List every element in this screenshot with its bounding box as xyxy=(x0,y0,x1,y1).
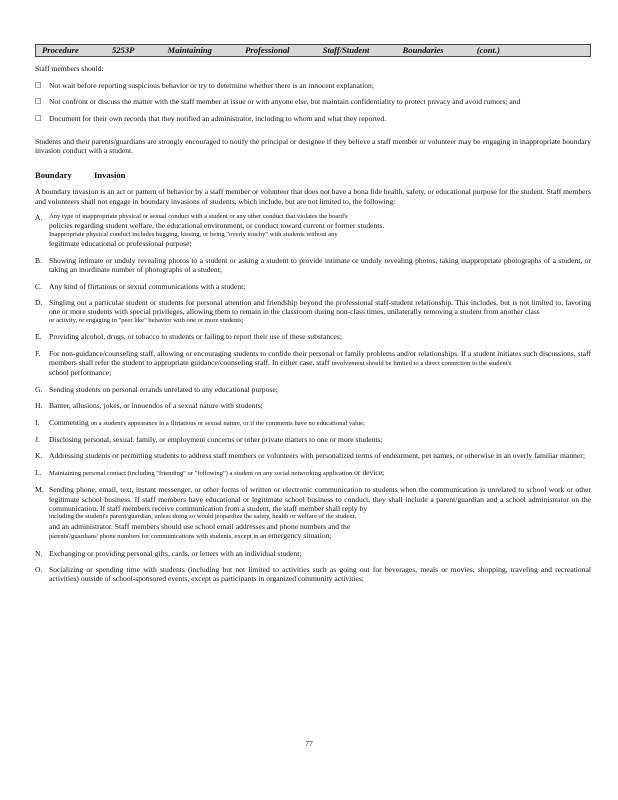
intro-text: Staff members should: xyxy=(35,64,104,74)
list-letter: D. xyxy=(35,297,43,307)
list-text: Banter, allusions, jokes, or innuendos of a sexual nature with students; xyxy=(49,401,263,411)
list-letter: M. xyxy=(35,485,44,495)
list-text: legitimate educational or professional purpose; xyxy=(49,239,192,249)
list-text: Inappropriate physical conduct includes hugging, kissing, or being "overly touchy" with students without any xyxy=(49,230,338,238)
list-text: school performance; xyxy=(49,368,112,378)
list-item xyxy=(35,485,591,541)
boundary-paragraph: A boundary invasion is an act or pattern of behavior by a staff member or volunteer that does not have a bona fide health, safety, or educational purpose for the student. Staff members and volunteers shall not engage in boundary invasions of students, which include, but are not limited to, the following: xyxy=(35,187,591,206)
list-letter: F. xyxy=(35,348,41,358)
list-text: Sending students on personal errands unrelated to any educational purpose; xyxy=(49,384,278,394)
bullet-item xyxy=(35,114,591,123)
header-procedure: Procedure xyxy=(42,45,79,55)
list-text: Exchanging or providing personal gifts, cards, or letters with an individual student; xyxy=(49,548,302,558)
list-letter: J. xyxy=(35,434,40,444)
section-heading-word: Invasion xyxy=(93,169,126,180)
list-text: Disclosing personal, sexual, family, or employment concerns or other private matters to one or more students; xyxy=(49,434,383,444)
list-text: Maintaining personal contact (including "friending" or "following") a student on any social networking application xyxy=(49,469,353,477)
list-letter: C. xyxy=(35,281,42,291)
list-item xyxy=(35,418,591,428)
list-text: Addressing students or permitting students to address staff members or volunteers with personalized terms of endearment, pet names, or otherwise in an overly familiar manner; xyxy=(49,451,585,461)
header-word-staff-student: Staff/Student xyxy=(322,45,370,55)
list-item xyxy=(35,213,591,249)
list-letter: I. xyxy=(35,417,40,427)
list-text: Any kind of flirtatious or sexual communications with a student; xyxy=(49,281,246,291)
list-item xyxy=(35,282,591,291)
document-page xyxy=(35,44,591,584)
procedure-header xyxy=(35,44,591,57)
bullet-box-icon: □ xyxy=(35,97,42,106)
list-text: on a student's appearance in a flirtatious or sexual nature, or if the comments have no educational value; xyxy=(90,419,365,427)
list-text: Sending phone, email, text, instant messenger, or other forms of written or electronic communication to students when the communication is unrelated to school work or other legitimate school business. If staff members have educational or legitimate school business to conduct, they shall include a parent/guardian and a school administrator on the communication. If staff members receive communication from a student, the staff member shall reply by xyxy=(49,485,591,513)
list-text: parents'/guardians' phone numbers for communications with students, except in an xyxy=(49,533,267,541)
list-item xyxy=(35,385,591,394)
list-letter: B. xyxy=(35,255,42,265)
list-text: Socializing or spending time with students (including but not limited to activities such as going out for beverages, meals or movies, shopping, traveling and recreational activities) outside of school-sponsored events, except as participants in organized community activities; xyxy=(49,565,591,584)
header-word-boundaries: Boundaries xyxy=(402,45,444,55)
header-word-professional: Professional xyxy=(245,45,290,55)
header-cont: (cont.) xyxy=(476,45,500,55)
list-letter: E. xyxy=(35,332,42,342)
list-item xyxy=(35,349,591,378)
list-letter: H. xyxy=(35,401,43,411)
list-text: emergency situation; xyxy=(268,531,332,541)
bullet-text: Not confront or discuss the matter with the staff member at issue or with anyone else, but maintain confidentiality to protect privacy and avoid rumors; and xyxy=(49,97,521,107)
list-item xyxy=(35,401,591,410)
list-text: Any type of inappropriate physical or sexual conduct with a student or any other conduct that violates the board's xyxy=(49,213,348,221)
list-item xyxy=(35,451,591,460)
list-letter: N. xyxy=(35,548,43,558)
list-text: For non-guidance/counseling staff, allowing or encouraging students to confide their personal or family problems and/or relationships. If a student initiates such discussions, staff members shall refer the student to appropriate guidance/counseling staff. In either case, staff xyxy=(49,348,591,367)
header-number: 5253P xyxy=(111,45,135,55)
list-text: and an administrator. Staff members should use school email addresses and phone numbers and the xyxy=(49,521,351,531)
bullet-box-icon: □ xyxy=(35,80,42,89)
list-text: Showing intimate or unduly revealing photos to a student or asking a student to provide intimate or unduly revealing photos, taking inappropriate photographs of a student, or taking an inordinate number of photographs of a student; xyxy=(49,255,591,275)
list-letter: G. xyxy=(35,384,43,394)
list-item xyxy=(35,549,591,558)
list-text: involvement should be limited to a direct connection to the student's xyxy=(331,359,512,367)
list-letter: O. xyxy=(35,565,43,575)
bullet-item xyxy=(35,97,591,106)
bullet-item xyxy=(35,81,591,90)
list-text: including the student's parent/guardian, unless doing so would jeopardize the safety, health or welfare of the student, xyxy=(49,513,357,521)
list-item xyxy=(35,332,591,341)
list-text: Commenting xyxy=(49,417,89,427)
list-item xyxy=(35,565,591,584)
header-word-maintaining: Maintaining xyxy=(167,45,212,55)
students-paragraph: Students and their parents/guardians are strongly encouraged to notify the principal or designee if they believe a staff member or volunteer may be engaging in inappropriate boundary invasion conduct with a student. xyxy=(35,137,591,156)
list-text: policies regarding student welfare, the educational environment, or conduct toward current or former students. xyxy=(49,221,385,231)
list-text: Singling out a particular student or students for personal attention and friendship beyond the professional staff-student relationship. This includes, but is not limited to, favoring one or more students with special privileges, allowing them to remain in the classroom during non-class times, unilaterally removing a student from another class xyxy=(49,297,591,317)
list-item xyxy=(35,435,591,444)
section-heading-word: Boundary xyxy=(35,169,72,180)
list-text: Providing alcohol, drugs, or tobacco to students or failing to report their use of these substances; xyxy=(49,332,342,342)
list-item xyxy=(35,256,591,275)
list-letter: A. xyxy=(35,213,43,223)
list-item xyxy=(35,468,591,478)
bullet-text: Document for their own records that they notified an administrator, including to whom and what they reported. xyxy=(49,113,387,123)
list-text: or activity, or engaging in "peer like" behavior with one or more students; xyxy=(49,316,244,324)
list-item xyxy=(35,298,591,325)
bullet-text: Not wait before reporting suspicious behavior or try to determine whether there is an innocent explanation; xyxy=(49,80,374,90)
page-number: 77 xyxy=(305,739,313,748)
list-text: or device; xyxy=(354,467,385,477)
section-heading xyxy=(35,171,591,180)
list-letter: K. xyxy=(35,451,43,461)
bullet-box-icon: □ xyxy=(35,113,42,122)
list-letter: L. xyxy=(35,467,42,477)
